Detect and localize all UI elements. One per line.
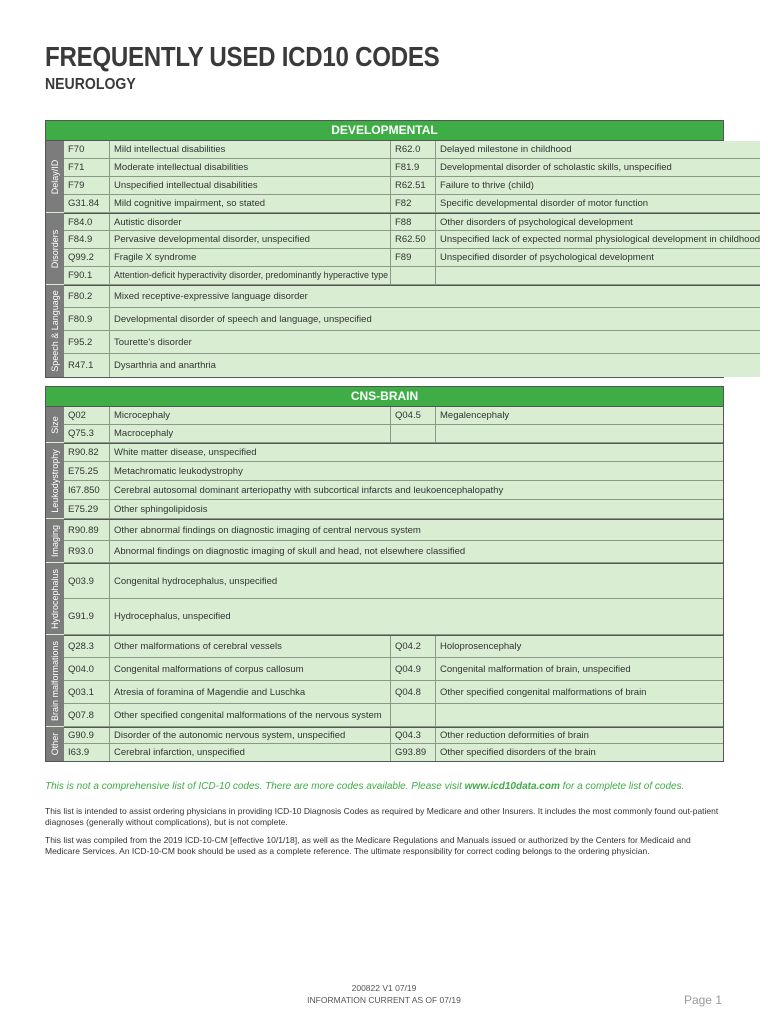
- table-row: [64, 195, 760, 213]
- description-cell: Cerebral infarction, unspecified: [110, 744, 391, 761]
- table-row: [64, 354, 760, 377]
- page-number: Page 1: [683, 993, 722, 1007]
- table-row: [64, 563, 723, 599]
- developmental-section: [45, 120, 761, 378]
- group-label: Imaging: [50, 524, 60, 557]
- description-cell: Delayed milestone in childhood: [440, 144, 572, 155]
- icd-code-cell: I63.9: [64, 744, 110, 761]
- table-row: [64, 635, 723, 658]
- icd-code-cell: Q75.3: [64, 425, 110, 442]
- table-row: [64, 213, 760, 231]
- description-cell: Hydrocephalus, unspecified: [114, 611, 231, 622]
- icd-code-cell: Q04.5: [391, 407, 436, 424]
- description-cell: [436, 425, 723, 442]
- description-cell: Pervasive developmental disorder, unspecified: [110, 231, 391, 248]
- table-row: [64, 407, 723, 425]
- icd-code-cell: Q04.3: [391, 728, 436, 743]
- table-row: [64, 462, 723, 481]
- description-cell: Macrocephaly: [110, 425, 391, 442]
- description-cell: Developmental disorder of scholastic skills, unspecified: [440, 162, 672, 173]
- code-rows: [64, 407, 723, 761]
- description-cell: White matter disease, unspecified: [114, 447, 257, 458]
- description-cell: [436, 704, 723, 726]
- icd-code-cell: Q07.8: [64, 704, 110, 726]
- icd-code-cell: G93.89: [391, 744, 436, 761]
- description-cell: [436, 267, 760, 284]
- group-label: Disorders: [50, 229, 60, 268]
- document-code: 200822 V1 07/19: [351, 983, 417, 993]
- group-label: Leukodystrophy: [50, 448, 60, 513]
- information-current-date: INFORMATION CURRENT AS OF 07/19: [307, 995, 461, 1005]
- description-cell: Other malformations of cerebral vessels: [110, 636, 391, 657]
- section-table: [46, 141, 761, 377]
- icd-code-cell: I67.850: [64, 481, 110, 499]
- icd-code-cell: F80.2: [64, 286, 110, 307]
- group-label: Brain malformations: [50, 640, 60, 721]
- code-rows: [64, 141, 760, 377]
- description-cell: Moderate intellectual disabilities: [110, 159, 391, 176]
- notice-text-end: for a complete list of codes.: [559, 781, 685, 792]
- description-cell: Cerebral autosomal dominant arteriopathy with subcortical infarcts and leukoencephalopathy: [114, 484, 504, 496]
- icd-code-cell: F95.2: [64, 331, 110, 353]
- description-cell: Congenital malformation of brain, unspecified: [440, 663, 631, 675]
- page-subtitle: NEUROLOGY: [45, 76, 136, 93]
- cns-brain-section: [45, 386, 724, 762]
- icd-code-cell: F84.9: [64, 231, 110, 248]
- description-cell: Failure to thrive (child): [440, 180, 534, 191]
- icd-code-cell: Q04.2: [391, 636, 436, 657]
- icd-code-cell: F79: [64, 177, 110, 194]
- icd-code-cell: G31.84: [64, 195, 110, 212]
- icd-code-cell: F84.0: [64, 214, 110, 230]
- coverage-notice: [45, 781, 725, 792]
- description-cell: Other sphingolipidosis: [114, 503, 208, 515]
- disclaimer-paragraph-1: This list is intended to assist ordering physicians in providing ICD-10 Diagnosis Codes as required by Medicare and other Insurers. It includes the most commonly found out-patient diagnoses (generally without complications), but is not complete.: [45, 806, 719, 827]
- group-disorders: [46, 213, 64, 285]
- icd-code-cell: [391, 267, 436, 284]
- group-hydrocephalus: [46, 563, 64, 635]
- description-cell: Congenital malformations of corpus callosum: [110, 658, 391, 680]
- icd-code-cell: R47.1: [64, 354, 110, 377]
- description-cell: Dysarthria and anarthria: [114, 360, 216, 371]
- icd-code-cell: [391, 425, 436, 442]
- icd-code-cell: Q04.9: [391, 658, 436, 680]
- description-cell: Other specified congenital malformations of brain: [440, 686, 647, 698]
- table-row: [64, 727, 723, 744]
- table-row: [64, 285, 760, 308]
- table-row: [64, 177, 760, 195]
- icd-code-cell: R90.89: [64, 520, 110, 540]
- icd-code-cell: F70: [64, 141, 110, 158]
- table-row: [64, 331, 760, 354]
- icd-code-cell: G91.9: [64, 599, 110, 634]
- table-row: [64, 481, 723, 500]
- description-cell: Other specified congenital malformations of the nervous system: [110, 704, 391, 726]
- description-cell: Disorder of the autonomic nervous system, unspecified: [110, 728, 391, 743]
- group-leukodystrophy: [46, 443, 64, 519]
- icd-code-cell: Q04.8: [391, 681, 436, 703]
- table-row: [64, 159, 760, 177]
- icd-code-cell: R62.50: [391, 231, 436, 248]
- icd-code-cell: F88: [391, 214, 436, 230]
- description-cell: Developmental disorder of speech and language, unspecified: [114, 313, 372, 325]
- group-label: Size: [50, 415, 60, 434]
- group-label: Speech & Language: [50, 290, 60, 372]
- group-delay-id: [46, 141, 64, 213]
- group-label: Other: [50, 732, 60, 756]
- table-row: [64, 500, 723, 519]
- table-row: [64, 744, 723, 761]
- table-row: [64, 519, 723, 541]
- table-row: [64, 541, 723, 563]
- group-labels-column: [46, 141, 64, 377]
- group-size: [46, 407, 64, 443]
- table-row: [64, 267, 760, 285]
- description-cell: Tourette's disorder: [114, 336, 192, 348]
- description-cell: Other specified disorders of the brain: [440, 747, 596, 758]
- section-header: CNS-BRAIN: [46, 387, 723, 407]
- group-speech-language: [46, 285, 64, 377]
- table-row: [64, 308, 760, 331]
- icd-code-cell: Q02: [64, 407, 110, 424]
- group-labels-column: [46, 407, 64, 761]
- icd-code-cell: E75.25: [64, 462, 110, 480]
- description-cell: Other disorders of psychological development: [440, 216, 633, 228]
- icd-code-cell: Q04.0: [64, 658, 110, 680]
- table-row: [64, 425, 723, 443]
- description-cell: Abnormal findings on diagnostic imaging of skull and head, not elsewhere classified: [114, 546, 466, 557]
- group-label: Delay/ID: [50, 159, 60, 194]
- description-cell: Mild intellectual disabilities: [110, 141, 391, 158]
- table-row: [64, 681, 723, 704]
- icd-code-cell: G90.9: [64, 728, 110, 743]
- description-cell: Holoprosencephaly: [440, 641, 522, 652]
- description-cell: Specific developmental disorder of motor function: [440, 198, 649, 209]
- table-row: [64, 658, 723, 681]
- description-cell: Mild cognitive impairment, so stated: [110, 195, 391, 212]
- table-row: [64, 231, 760, 249]
- section-table: [46, 407, 723, 761]
- description-cell: Attention-deficit hyperactivity disorder, predominantly hyperactive type: [110, 267, 391, 284]
- description-cell: Mixed receptive-expressive language disorder: [114, 291, 308, 302]
- description-cell: Metachromatic leukodystrophy: [114, 465, 243, 477]
- table-row: [64, 443, 723, 462]
- icd-code-cell: [391, 704, 436, 726]
- icd-code-cell: F71: [64, 159, 110, 176]
- description-cell: Megalencephaly: [440, 410, 510, 421]
- icd-code-cell: F90.1: [64, 267, 110, 284]
- table-row: [64, 599, 723, 635]
- description-cell: Other reduction deformities of brain: [440, 730, 589, 741]
- icd-code-cell: F82: [391, 195, 436, 212]
- icd-code-cell: E75.29: [64, 500, 110, 518]
- icd-code-cell: F81.9: [391, 159, 436, 176]
- icd-code-cell: F89: [391, 249, 436, 266]
- icd-code-cell: R90.82: [64, 444, 110, 461]
- table-row: [64, 704, 723, 727]
- group-imaging: [46, 519, 64, 563]
- description-cell: Microcephaly: [110, 407, 391, 424]
- description-cell: Unspecified intellectual disabilities: [110, 177, 391, 194]
- description-cell: Unspecified lack of expected normal physiological development in childhood: [440, 234, 761, 245]
- description-cell: Autistic disorder: [110, 214, 391, 230]
- icd-code-cell: R62.51: [391, 177, 436, 194]
- section-header: DEVELOPMENTAL: [46, 121, 723, 141]
- icd-code-cell: Q99.2: [64, 249, 110, 266]
- icd10data-link[interactable]: www.icd10data.com: [464, 781, 560, 792]
- table-row: [64, 249, 760, 267]
- icd-code-cell: F80.9: [64, 308, 110, 330]
- description-cell: Congenital hydrocephalus, unspecified: [114, 575, 278, 587]
- page-title: FREQUENTLY USED ICD10 CODES: [45, 41, 440, 72]
- disclaimer-paragraph-2: This list was compiled from the 2019 ICD-10-CM [effective 10/1/18], as well as the Medicare Regulations and Manuals issued or authorized by the Centers for Medicaid and Medicare Services. An ICD-10-CM book should be used as a complete reference. The ultimate responsibility for correct coding belongs to the ordering physician.: [45, 835, 691, 856]
- notice-text: This is not a comprehensive list of ICD-10 codes. There are more codes available. Please visit: [45, 781, 465, 792]
- description-cell: Unspecified disorder of psychological development: [440, 252, 654, 263]
- group-other: [46, 727, 64, 761]
- group-brain-malformations: [46, 635, 64, 727]
- description-cell: Other abnormal findings on diagnostic imaging of central nervous system: [114, 524, 421, 536]
- group-label: Hydrocephalus: [50, 568, 60, 629]
- table-row: [64, 141, 760, 159]
- icd-code-cell: Q03.1: [64, 681, 110, 703]
- description-cell: Fragile X syndrome: [110, 249, 391, 266]
- icd-code-cell: R62.0: [391, 141, 436, 158]
- icd-code-cell: Q28.3: [64, 636, 110, 657]
- description-cell: Atresia of foramina of Magendie and Luschka: [110, 681, 391, 703]
- icd-code-cell: Q03.9: [64, 564, 110, 598]
- icd-code-cell: R93.0: [64, 541, 110, 562]
